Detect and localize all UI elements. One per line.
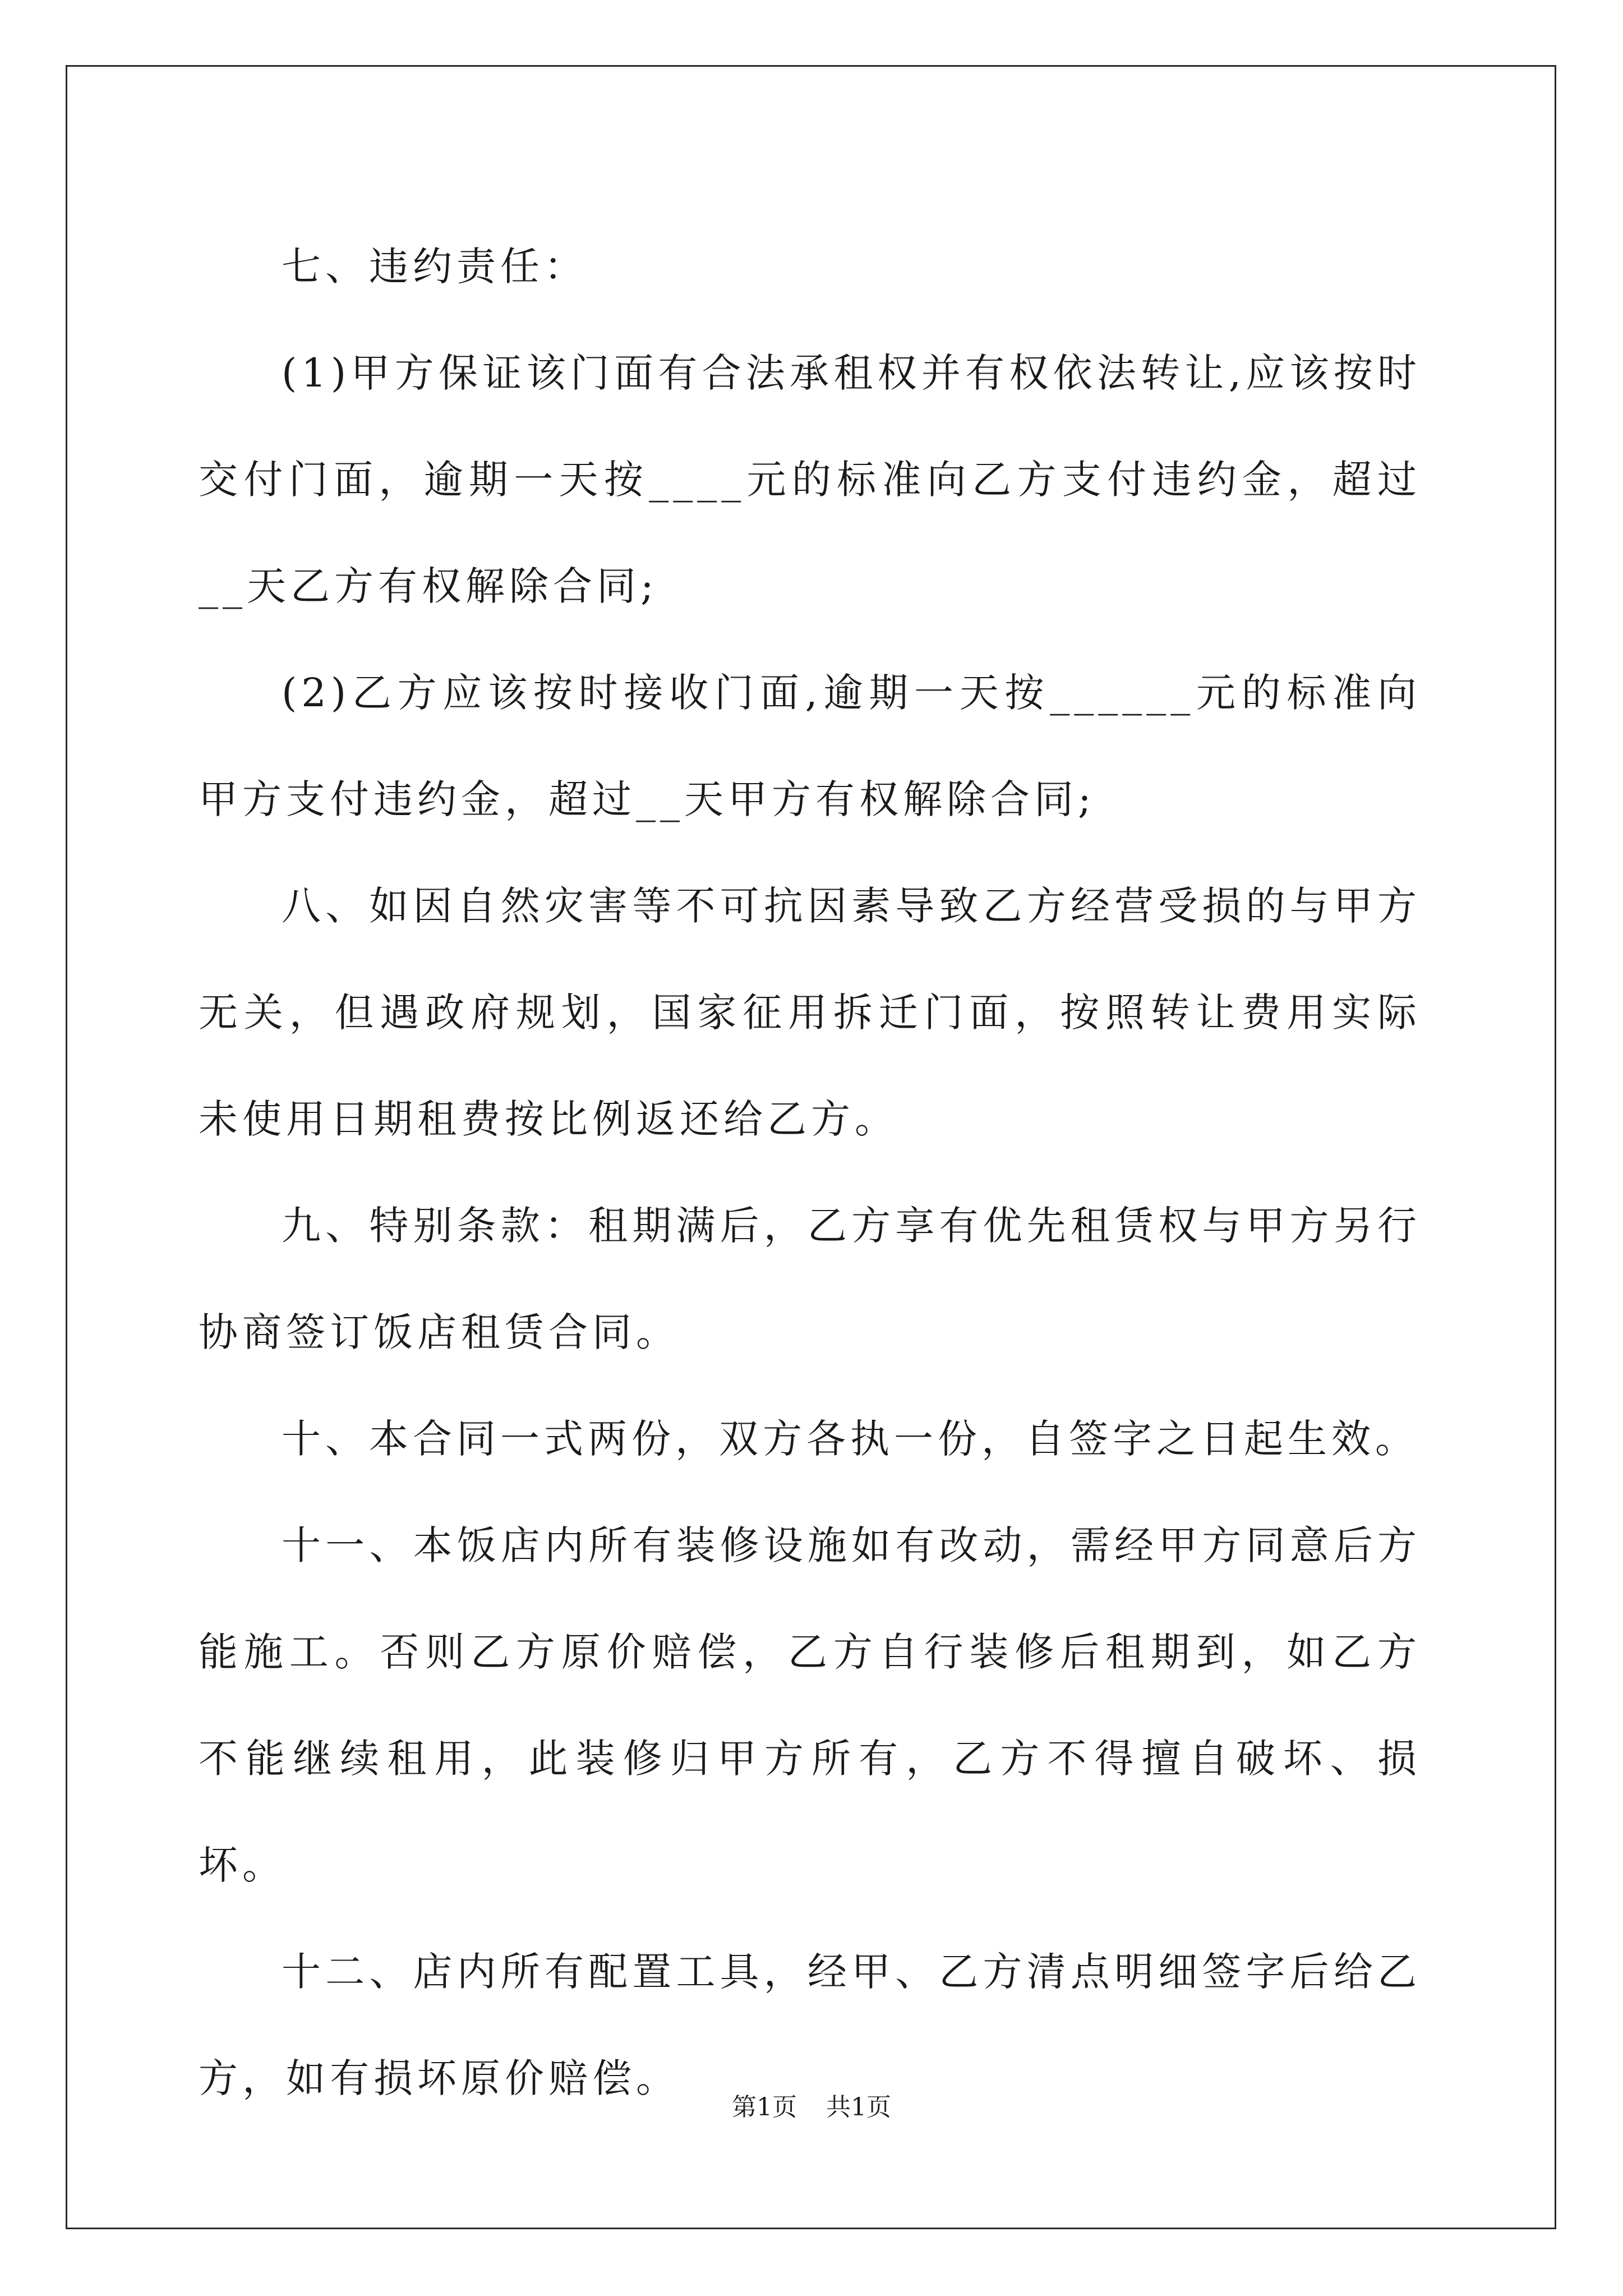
paragraph-section-9: 九、特别条款：租期满后，乙方享有优先租赁权与甲方另行协商签订饭店租赁合同。 [199,1203,1421,1355]
page-total: 共1页 [826,2093,891,2122]
paragraph-clause-1: (1)甲方保证该门面有合法承租权并有权依法转让,应该按时交付门面，逾期一天按____元的标准向乙方支付违约金，超过__天乙方有权解除合同; [199,350,1421,609]
document-body [199,213,1421,2132]
page-number: 第1页 [732,2093,797,2122]
paragraph-section-7-heading: 七、违约责任： [282,243,588,289]
paragraph-section-8: 八、如因自然灾害等不可抗因素导致乙方经营受损的与甲方无关，但遇政府规划，国家征用拆迁门面，按照转让费用实际未使用日期租费按比例返还给乙方。 [199,883,1421,1142]
paragraph-section-11: 十一、本饭店内所有装修设施如有改动，需经甲方同意后方能施工。否则乙方原价赔偿，乙方自行装修后租期到，如乙方不能继续租用，此装修归甲方所有，乙方不得擅自破坏、损坏。 [199,1522,1421,1888]
page-footer [0,2087,1623,2123]
paragraph-section-12: 十二、店内所有配置工具，经甲、乙方清点明细签字后给乙方，如有损坏原价赔偿。 [199,1949,1421,2101]
paragraph-clause-2: (2)乙方应该按时接收门面,逾期一天按______元的标准向甲方支付违约金，超过__天甲方有权解除合同; [199,670,1421,822]
paragraph-section-10: 十、本合同一式两份，双方各执一份，自签字之日起生效。 [282,1416,1419,1462]
